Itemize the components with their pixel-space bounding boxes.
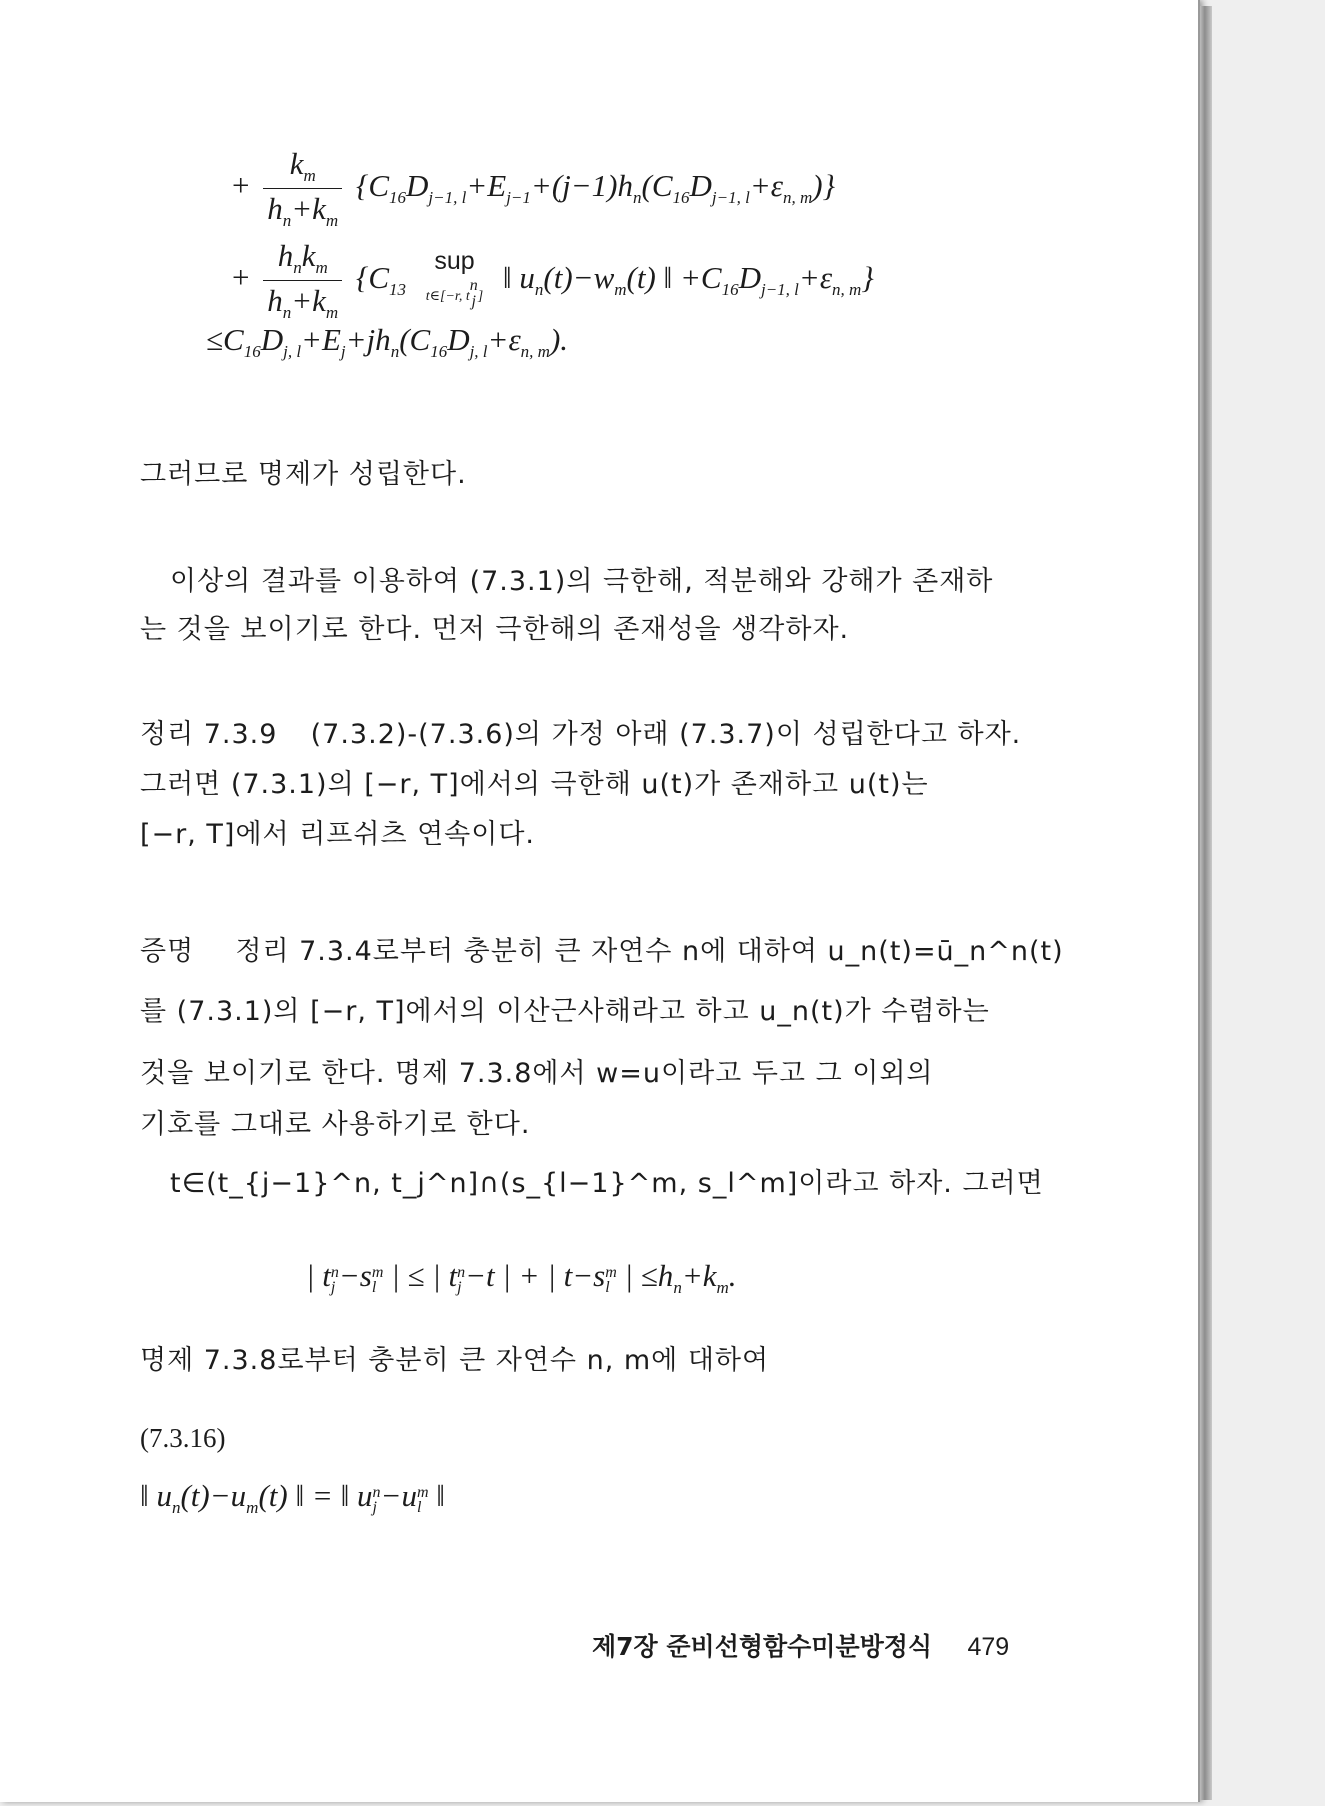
proposition-line: 명제 7.3.8로부터 충분히 큰 자연수 n, m에 대하여 bbox=[140, 1345, 770, 1376]
paragraph-intro-line-2: 는 것을 보이기로 한다. 먼저 극한해의 존재성을 생각하자. bbox=[140, 614, 850, 645]
paragraph-intro-line-1: 이상의 결과를 이용하여 (7.3.1)의 극한해, 적분해와 강해가 존재하 bbox=[170, 566, 994, 597]
page-edge bbox=[1200, 6, 1212, 1800]
theorem-label: 정리 7.3.9 bbox=[140, 719, 278, 750]
footer-chapter-title: 제7장 준비선형함수미분방정식 bbox=[592, 1632, 933, 1661]
equation-line-3: $\le C_{16}D_{j, l}+E_j+jh_n(C_{16}D_{j, l}+\varepsilon_{n, m})$. bbox=[206, 322, 569, 361]
equation-line-2: + $\frac{h_nk_m}{h_n+k_m}$ {$C_{13}$ sup t∈[−r, t n j ] ‖ $u_n(t)-w_m(t)$ ‖ $+C_{16}D_{j-1, l}+\varepsilon_{n, m}$} bbox=[232, 238, 874, 322]
equation-number: (7.3.16) bbox=[140, 1423, 226, 1453]
proof-line-3: 것을 보이기로 한다. 명제 7.3.8에서 w=u이라고 두고 그 이외의 bbox=[140, 1058, 934, 1089]
theorem-line-2: 그러면 (7.3.1)의 [−r, T]에서의 극한해 u(t)가 존재하고 u(t)는 bbox=[140, 769, 929, 800]
proof-line-1: 증명 정리 7.3.4로부터 충분히 큰 자연수 n에 대하여 u_n(t)=ū_n^n(t) bbox=[140, 936, 1064, 967]
proof-line-5: t∈(t_{j−1}^n, t_j^n]∩(s_{l−1}^m, s_l^m]이라고 하자. 그러면 bbox=[170, 1168, 1044, 1199]
proof-line-4: 기호를 그대로 사용하기로 한다. bbox=[140, 1109, 531, 1140]
theorem-line-1: 정리 7.3.9 (7.3.2)-(7.3.6)의 가정 아래 (7.3.7)이 성립한다고 하자. bbox=[140, 719, 1022, 750]
equation-interval-bound: | t n j −s m l | ≤ | t n j −t | + | t−s m l | $\le h_n+k_m$. bbox=[306, 1258, 737, 1297]
proof-line-2: 를 (7.3.1)의 [−r, T]에서의 이산근사해라고 하고 u_n(t)가 수렴하는 bbox=[140, 996, 990, 1027]
supremum-operator: sup t∈[−r, t n j ] bbox=[425, 246, 484, 310]
theorem-line-3: [−r, T]에서 리프쉬츠 연속이다. bbox=[140, 819, 536, 850]
running-footer bbox=[592, 1627, 1009, 1663]
page-number: 479 bbox=[967, 1633, 1010, 1661]
paragraph-conclusion: 그러므로 명제가 성립한다. bbox=[140, 459, 467, 490]
equation-line-1: + $\frac{k_m}{h_n+k_m}$ $\{C_{16}D_{j-1, l}+E_{j-1}+(j-1)h_n(C_{16}D_{j-1, l}+\varepsilon_{n, m})\}$ bbox=[232, 146, 835, 230]
equation-norm-difference: ‖ $u_n(t)-u_m(t)$ ‖ = ‖ u n j −u m l ‖ bbox=[140, 1478, 445, 1517]
fraction-hnkm-over-hn-km: $\frac{h_nk_m}{h_n+k_m}$ bbox=[263, 238, 342, 323]
fraction-km-over-hn-km: $\frac{k_m}{h_n+k_m}$ bbox=[263, 146, 342, 231]
proof-label: 증명 bbox=[140, 936, 195, 967]
